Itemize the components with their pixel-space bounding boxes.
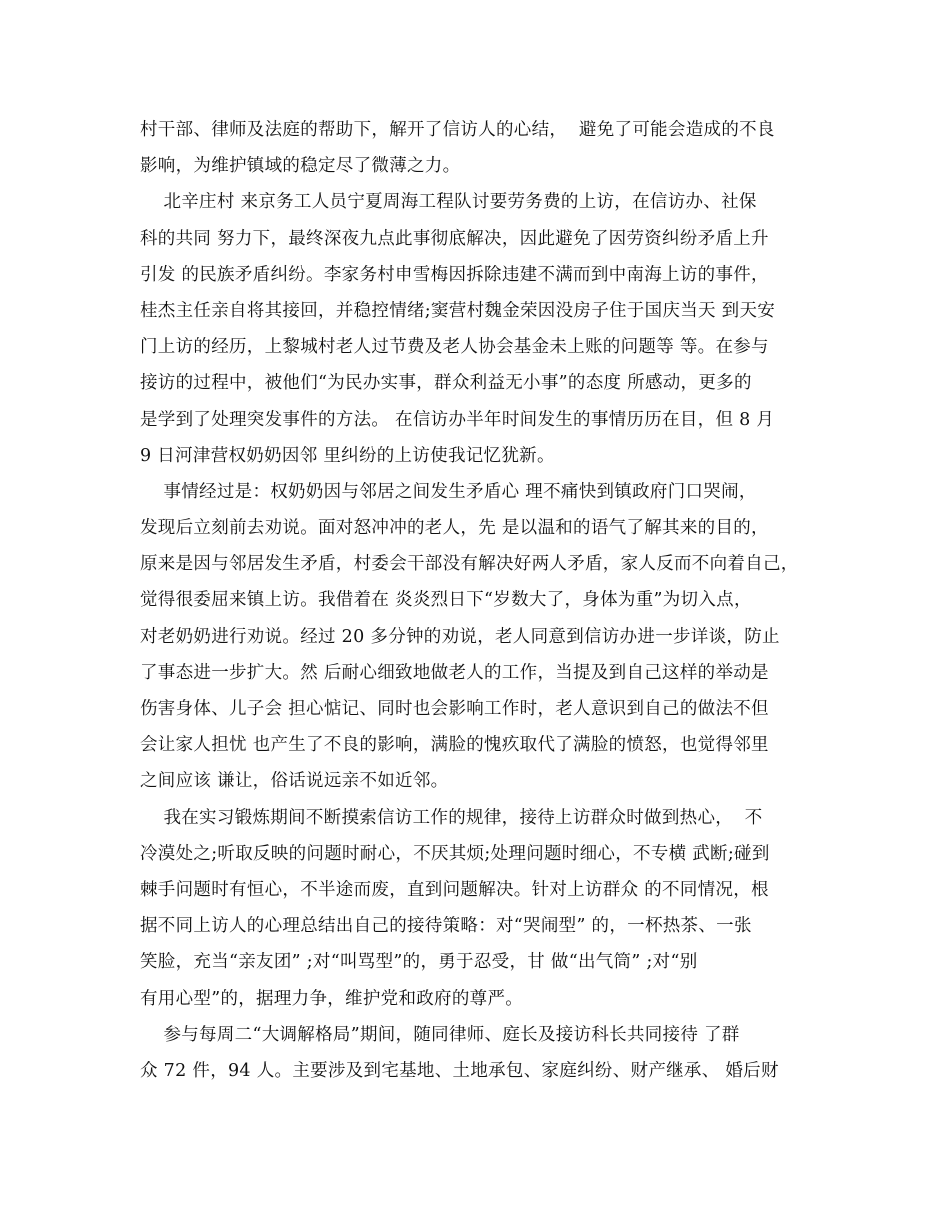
text-line: 了事态进一步扩大。然 后耐心细致地做老人的工作，当提及到自己这样的举动是 [140, 662, 769, 683]
document-page [140, 112, 830, 1089]
text-line: 据不同上访人的心理总结出自己的接待策略：对“哭闹型” 的，一杯热茶、一张 [140, 916, 752, 937]
text-line: 原来是因与邻居发生矛盾，村委会干部没有解决好两人矛盾，家人反而不向着自己， [140, 554, 799, 575]
text-line: 对老奶奶进行劝说。经过 20 多分钟的劝说，老人同意到信访办进一步详谈，防止 [140, 626, 780, 647]
paragraph-4 [140, 800, 830, 1017]
text-line: 参与每周二“大调解格局”期间，随同律师、庭长及接访科长共同接待 了群 [140, 1024, 740, 1045]
text-line: 有用心型”的，据理力争，维护党和政府的尊严。 [140, 988, 524, 1009]
text-line: 门上访的经历，上黎城村老人过节费及老人协会基金未上账的问题等 等。在参与 [140, 337, 769, 358]
text-line: 笑脸，充当“亲友团” ;对“叫骂型”的，勇于忍受，甘 做“出气筒” ;对“别 [140, 952, 698, 973]
text-line: 发现后立刻前去劝说。面对怒冲冲的老人，先 是以温和的语气了解其来的目的， [140, 518, 769, 539]
paragraph-1 [140, 112, 830, 184]
text-line: 影响，为维护镇域的稳定尽了微薄之力。 [140, 156, 461, 177]
text-line: 众 72 件，94 人。主要涉及到宅基地、土地承包、家庭纠纷、财产继承、 婚后财 [140, 1060, 779, 1081]
text-line: 桂杰主任亲自将其接回，并稳控情绪;窦营村魏金荣因没房子住于国庆当天 到天安 [140, 300, 776, 321]
text-line: 觉得很委屈来镇上访。我借着在 炎炎烈日下“岁数大了，身体为重”为切入点， [140, 590, 752, 611]
text-line: 引发 的民族矛盾纠纷。李家务村申雪梅因拆除违建不满而到中南海上访的事件， [140, 264, 769, 285]
text-line: 会让家人担忧 也产生了不良的影响，满脸的愧疚取代了满脸的愤怒，也觉得邻里 [140, 735, 769, 756]
text-line: 伤害身体、儿子会 担心惦记、同时也会影响工作时，老人意识到自己的做法不但 [140, 699, 769, 719]
text-line: 事情经过是：权奶奶因与邻居之间发生矛盾心 理不痛快到镇政府门口哭闹， [140, 481, 757, 502]
text-line: 我在实习锻炼期间不断摸索信访工作的规律，接待上访群众时做到热心， 不 [140, 807, 763, 828]
text-line: 冷漠处之;听取反映的问题时耐心，不厌其烦;处理问题时细心，不专横 武断;碰到 [140, 843, 770, 864]
text-line: 是学到了处理突发事件的方法。 在信访办半年时间发生的事情历历在目，但 8 月 [140, 409, 775, 430]
paragraph-5 [140, 1017, 830, 1089]
paragraph-3 [140, 474, 830, 800]
text-line: 9 日河津营权奶奶因邻 里纠纷的上访使我记忆犹新。 [140, 445, 555, 466]
text-line: 棘手问题时有恒心，不半途而废，直到问题解决。针对上访群众 的不同情况，根 [140, 879, 769, 900]
text-line: 科的共同 努力下，最终深夜九点此事彻底解决，因此避免了因劳资纠纷矛盾上升 [140, 228, 769, 249]
text-line: 之间应该 谦让，俗话说远亲不如近邻。 [140, 771, 449, 792]
text-line: 村干部、律师及法庭的帮助下，解开了信访人的心结， 避免了可能会造成的不良 [140, 120, 775, 140]
paragraph-2 [140, 184, 830, 474]
text-line: 接访的过程中，被他们“为民办实事，群众利益无小事”的态度 所感动，更多的 [140, 373, 752, 394]
text-line: 北辛庄村 来京务工人员宁夏周海工程队讨要劳务费的上访，在信访办、社保 [140, 192, 757, 213]
